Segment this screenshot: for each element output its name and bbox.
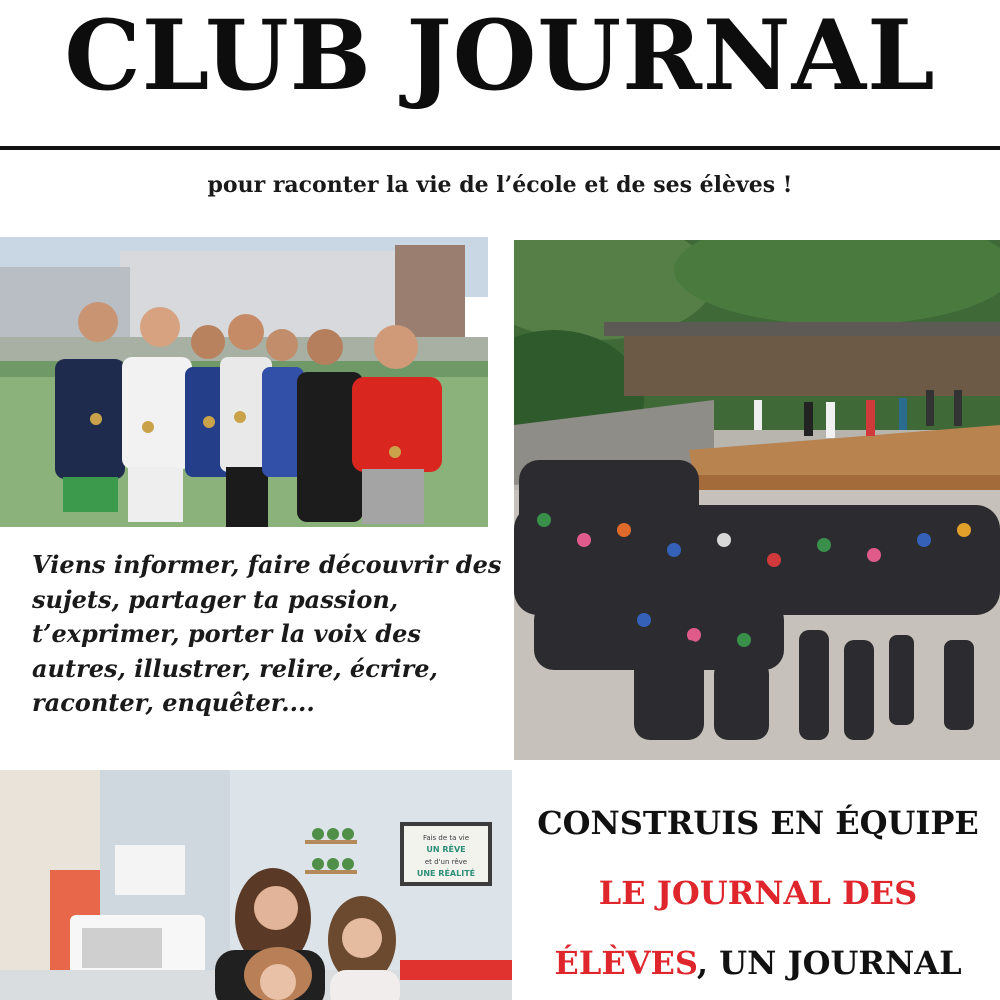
headline-line-3-rest: , UN JOURNAL bbox=[696, 944, 962, 982]
headline-line-1: CONSTRUIS EN ÉQUIPE bbox=[537, 804, 979, 842]
headline-line-2: LE JOURNAL DES bbox=[598, 874, 918, 912]
poster-line-4: UNE RÉALITÉ bbox=[416, 869, 476, 878]
masthead-divider bbox=[0, 146, 1000, 150]
masthead-subtitle: pour raconter la vie de l’école et de ses élèves ! bbox=[207, 172, 793, 198]
poster-line-3: et d'un rêve bbox=[424, 858, 468, 866]
poster-line-2: UN RÊVE bbox=[426, 845, 466, 854]
amphitheater-photo bbox=[514, 240, 1000, 760]
headline-line-3 bbox=[518, 944, 998, 982]
masthead-title: CLUB JOURNAL bbox=[64, 0, 936, 112]
team-photo-image bbox=[0, 237, 488, 527]
team-photo bbox=[0, 237, 488, 527]
pitch-text: Viens informer, faire découvrir des sujets, partager ta passion, t’exprimer, porter la voix des autres, illustrer, relire, écrire, raconter, enquêter.... bbox=[32, 550, 502, 717]
headline-highlight: ÉLÈVES bbox=[554, 944, 697, 982]
amphitheater-photo-image bbox=[514, 240, 1000, 760]
classroom-photo bbox=[0, 770, 512, 1000]
poster-line-1: Fais de ta vie bbox=[422, 834, 470, 842]
classroom-photo-image bbox=[0, 770, 512, 1000]
